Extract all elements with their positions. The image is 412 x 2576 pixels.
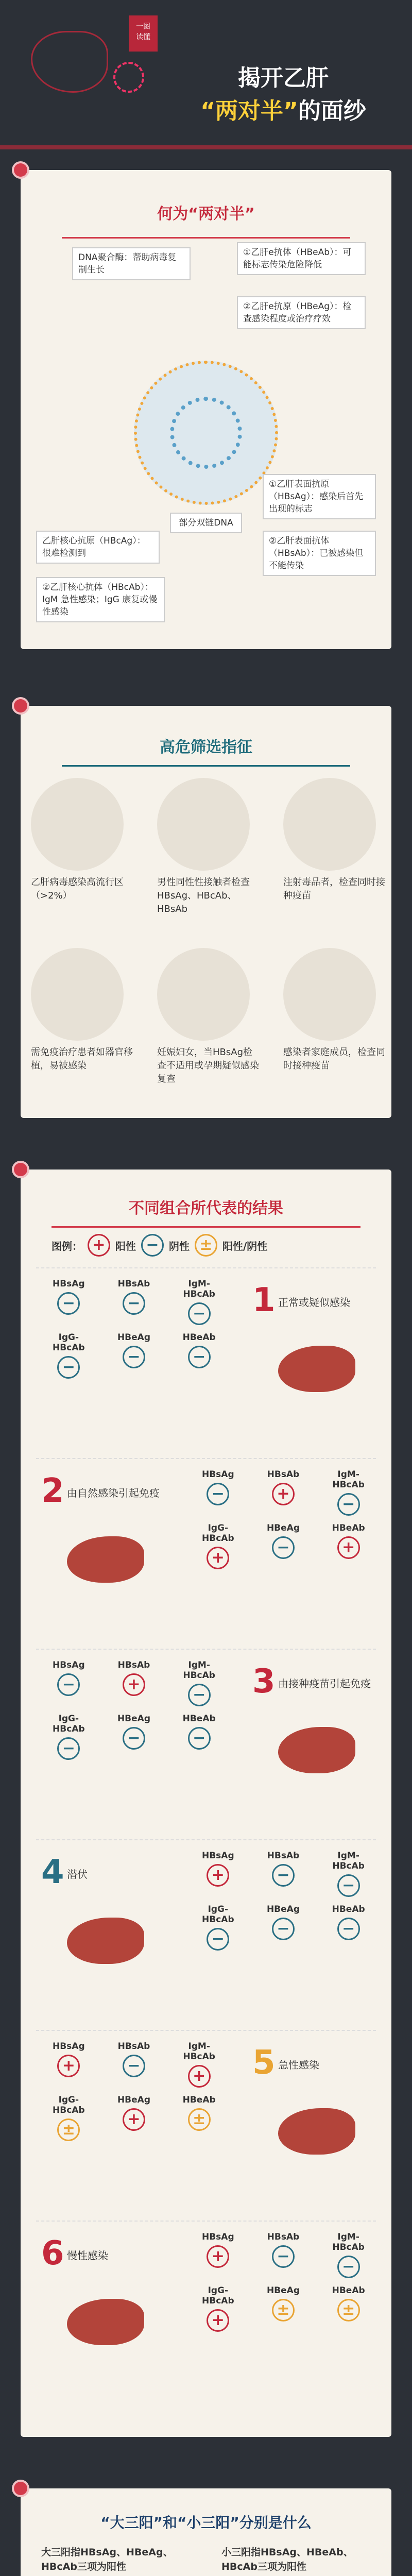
section3-title: 不同组合所代表的结果 xyxy=(129,1199,283,1217)
state-text: 正常或疑似感染 xyxy=(278,1296,350,1309)
positive-icon: + xyxy=(207,2309,229,2332)
dna-ring xyxy=(170,397,242,469)
negative-icon: − xyxy=(57,1292,80,1315)
state-number: 1 xyxy=(252,1281,276,1319)
marker-name: HBsAg xyxy=(202,2232,234,2242)
state-text: 由接种疫苗引起免疫 xyxy=(278,1677,371,1690)
state-number: 4 xyxy=(41,1853,64,1891)
negative-icon: − xyxy=(123,1292,145,1315)
marker-cell xyxy=(36,1279,101,1325)
state-row xyxy=(36,1839,376,2014)
marker-grid xyxy=(185,1851,381,1951)
marker-name: IgM-HBcAb xyxy=(332,1469,365,1490)
marker-cell xyxy=(316,1523,381,1569)
marker-cell xyxy=(166,2095,232,2141)
transplant-icon xyxy=(31,948,124,1041)
marker-name: HBeAb xyxy=(182,1714,216,1724)
marker-name: HBeAb xyxy=(332,1904,365,1914)
marker-cell xyxy=(316,1904,381,1951)
marker-cell xyxy=(185,2232,251,2278)
section1-title: 何为“两对半” xyxy=(157,205,255,223)
page-title xyxy=(165,59,402,125)
mixed-icon: ± xyxy=(195,1234,217,1257)
marker-name: HBeAb xyxy=(182,1332,216,1343)
risk-item: 男性同性性接触者检查HBsAg、HBcAb、HBsAb xyxy=(157,877,250,914)
marker-name: IgG-HBcAb xyxy=(202,2285,234,2306)
negative-icon: − xyxy=(123,1346,145,1368)
marker-name: HBsAb xyxy=(117,1660,150,1670)
virus-icon-header xyxy=(113,62,144,93)
marker-name: HBsAb xyxy=(267,2232,300,2242)
title-rest: 的面纱 xyxy=(298,98,366,124)
state-row xyxy=(36,1649,376,1824)
marker-cell xyxy=(166,1714,232,1760)
label-dna: 部分双链DNA xyxy=(170,513,242,533)
marker-name: HBsAb xyxy=(267,1469,300,1480)
marker-cell xyxy=(316,2285,381,2332)
legend-label: 图例： xyxy=(52,1240,82,1252)
negative-icon: − xyxy=(337,1874,360,1897)
marker-cell xyxy=(251,1523,316,1569)
virus-area-icon xyxy=(31,778,124,871)
gender-symbol-icon xyxy=(157,778,250,871)
liver-icon xyxy=(278,1346,355,1392)
marker-name: IgG-HBcAb xyxy=(202,1904,234,1925)
marker-name: HBsAb xyxy=(267,1851,300,1861)
positive-icon: + xyxy=(207,1547,229,1569)
marker-cell xyxy=(251,1851,316,1897)
marker-cell xyxy=(251,1469,316,1516)
negative-icon: − xyxy=(57,1737,80,1760)
small-three-title: 小三阳指HBsAg、HBeAb、HBcAb三项为阳性 xyxy=(221,2547,353,2572)
marker-grid xyxy=(185,1469,381,1569)
state-row xyxy=(36,1458,376,1633)
marker-name: HBsAg xyxy=(53,1660,85,1670)
pin-icon xyxy=(14,699,27,713)
state-number: 3 xyxy=(252,1663,276,1701)
marker-name: HBeAg xyxy=(117,2095,150,2105)
state-row xyxy=(36,2221,376,2396)
marker-name: IgG-HBcAb xyxy=(53,2095,85,2115)
marker-cell xyxy=(185,1904,251,1951)
state-number: 5 xyxy=(252,2044,276,2082)
liver-illustration xyxy=(31,31,108,93)
marker-cell xyxy=(166,2041,232,2088)
marker-name: IgG-HBcAb xyxy=(53,1714,85,1734)
legend-pos: 阳性 xyxy=(115,1240,136,1252)
marker-cell xyxy=(316,1469,381,1516)
negative-icon: − xyxy=(272,1918,295,1940)
marker-name: HBsAg xyxy=(53,1279,85,1289)
risk-item: 乙肝病毒感染高流行区（>2%） xyxy=(31,877,124,901)
negative-icon: − xyxy=(141,1234,164,1257)
pregnant-icon xyxy=(157,948,250,1041)
positive-icon: + xyxy=(207,2245,229,2268)
positive-icon: + xyxy=(123,1673,145,1696)
liver-icon xyxy=(278,2108,355,2155)
marker-cell xyxy=(185,1469,251,1516)
marker-cell xyxy=(36,1332,101,1379)
positive-icon: + xyxy=(123,2108,145,2131)
mixed-icon: ± xyxy=(188,2108,211,2131)
marker-cell xyxy=(36,1660,101,1706)
marker-cell xyxy=(101,1332,167,1379)
label-dna-polymerase: DNA聚合酶：帮助病毒复制生长 xyxy=(72,247,191,280)
marker-cell xyxy=(101,2095,167,2141)
positive-icon: + xyxy=(57,2055,80,2077)
section-what-is xyxy=(21,170,391,649)
positive-icon: + xyxy=(88,1234,110,1257)
liver-icon xyxy=(67,1918,144,1964)
marker-name: IgG-HBcAb xyxy=(202,1523,234,1544)
marker-name: HBeAg xyxy=(266,2285,300,2296)
marker-grid xyxy=(36,1279,232,1379)
marker-cell xyxy=(185,2285,251,2332)
liver-icon xyxy=(67,1536,144,1583)
mixed-icon: ± xyxy=(337,2299,360,2321)
liver-icon xyxy=(278,1727,355,1773)
marker-name: HBsAb xyxy=(117,1279,150,1289)
pin-icon xyxy=(14,163,27,177)
negative-icon: − xyxy=(188,1302,211,1325)
house-icon xyxy=(283,948,376,1041)
state-row xyxy=(36,2030,376,2205)
marker-cell xyxy=(166,1279,232,1325)
marker-cell xyxy=(101,2041,167,2088)
label-hbeag: ②乙肝e抗原（HBeAg）：检查感染程度或治疗疗效 xyxy=(237,296,366,329)
marker-cell xyxy=(185,1851,251,1897)
state-row xyxy=(36,1267,376,1443)
state-number: 2 xyxy=(41,1472,64,1510)
negative-icon: − xyxy=(272,2245,295,2268)
label-hbcab: ②乙肝核心抗体（HBcAb）：IgM 急性感染；IgG 康复或慢性感染 xyxy=(36,577,165,622)
negative-icon: − xyxy=(123,1727,145,1750)
legend-neg: 阴性 xyxy=(169,1240,190,1252)
label-hbeab: ①乙肝e抗体（HBeAb）：可能标志传染危险降低 xyxy=(237,242,366,275)
negative-icon: − xyxy=(188,1346,211,1368)
marker-cell xyxy=(185,1523,251,1569)
label-hbcag: 乙肝核心抗原（HBcAg）：很难检测到 xyxy=(36,531,160,564)
marker-grid xyxy=(185,2232,381,2332)
section-screening xyxy=(21,706,391,1118)
legend xyxy=(52,1234,267,1257)
marker-name: IgM-HBcAb xyxy=(183,2041,215,2062)
marker-name: HBeAg xyxy=(266,1523,300,1533)
negative-icon: − xyxy=(272,1536,295,1559)
header-board xyxy=(0,0,412,149)
stamp-text: 一图 读懂 xyxy=(136,23,150,41)
divider xyxy=(62,237,350,239)
marker-cell xyxy=(166,1660,232,1706)
pin-icon xyxy=(14,2482,27,2495)
state-text: 潜伏 xyxy=(67,1868,88,1880)
label-hbsab: ②乙肝表面抗体（HBsAb）：已被感染但不能传染 xyxy=(263,531,376,576)
big-three-title: 大三阳指HBsAg、HBeAg、HBcAb三项为阳性 xyxy=(41,2547,173,2572)
title-line2 xyxy=(165,92,402,125)
negative-icon: − xyxy=(207,1928,229,1951)
marker-name: HBsAg xyxy=(202,1851,234,1861)
marker-name: HBeAb xyxy=(332,2285,365,2296)
pin-icon xyxy=(14,1163,27,1176)
marker-name: HBsAg xyxy=(53,2041,85,2052)
negative-icon: − xyxy=(188,1727,211,1750)
marker-cell xyxy=(316,1851,381,1897)
marker-grid xyxy=(36,2041,232,2141)
risk-item: 妊娠妇女，当HBsAg检查不适用或孕期疑似感染复查 xyxy=(157,1047,259,1084)
marker-cell xyxy=(166,1332,232,1379)
divider xyxy=(62,765,350,767)
divider xyxy=(52,1226,360,1228)
section2-title: 高危筛选指征 xyxy=(160,738,252,756)
state-text: 急性感染 xyxy=(278,2059,319,2071)
negative-icon: − xyxy=(207,1483,229,1505)
marker-name: HBeAg xyxy=(117,1332,150,1343)
marker-cell xyxy=(36,2041,101,2088)
skull-syringe-icon xyxy=(283,778,376,871)
positive-icon: + xyxy=(207,1864,229,1887)
section-results xyxy=(21,1170,391,2437)
risk-item: 需免疫治疗患者如器官移植，易被感染 xyxy=(31,1047,133,1071)
negative-icon: − xyxy=(272,1864,295,1887)
state-text: 慢性感染 xyxy=(67,2249,108,2262)
negative-icon: − xyxy=(57,1356,80,1379)
marker-name: IgM-HBcAb xyxy=(183,1279,215,1299)
marker-cell xyxy=(251,1904,316,1951)
title-quote: “两对半” xyxy=(200,98,298,124)
risk-item: 感染者家庭成员，检查同时接种疫苗 xyxy=(283,1047,385,1071)
positive-icon: + xyxy=(272,1483,295,1505)
marker-name: HBeAb xyxy=(332,1523,365,1533)
marker-cell xyxy=(251,2232,316,2278)
label-hbsag: ①乙肝表面抗原（HBsAg）：感染后首先出现的标志 xyxy=(263,474,376,519)
marker-cell xyxy=(101,1714,167,1760)
marker-name: IgM-HBcAb xyxy=(183,1660,215,1681)
marker-name: IgM-HBcAb xyxy=(332,2232,365,2252)
negative-icon: − xyxy=(188,1684,211,1706)
negative-icon: − xyxy=(57,1673,80,1696)
mixed-icon: ± xyxy=(272,2299,295,2321)
marker-cell xyxy=(101,1279,167,1325)
legend-mix: 阳性/阴性 xyxy=(222,1240,268,1252)
marker-name: HBsAb xyxy=(117,2041,150,2052)
title-line1: 揭开乙肝 xyxy=(238,65,329,91)
marker-cell xyxy=(36,2095,101,2141)
marker-name: IgG-HBcAb xyxy=(53,1332,85,1353)
marker-cell xyxy=(101,1660,167,1706)
stamp-badge xyxy=(129,15,158,52)
marker-cell xyxy=(316,2232,381,2278)
marker-cell xyxy=(36,1714,101,1760)
marker-name: HBeAb xyxy=(182,2095,216,2105)
negative-icon: − xyxy=(123,2055,145,2077)
marker-cell xyxy=(251,2285,316,2332)
state-number: 6 xyxy=(41,2234,64,2273)
negative-icon: − xyxy=(337,1918,360,1940)
state-text: 由自然感染引起免疫 xyxy=(67,1487,160,1499)
marker-grid xyxy=(36,1660,232,1760)
liver-icon xyxy=(67,2299,144,2345)
risk-item: 注射毒品者，检查同时接种疫苗 xyxy=(283,877,385,901)
negative-icon: − xyxy=(337,1493,360,1516)
positive-icon: + xyxy=(337,1536,360,1559)
section4-title: “大三阳”和“小三阳”分别是什么 xyxy=(100,2514,312,2531)
positive-icon: + xyxy=(188,2065,211,2088)
section-big-small xyxy=(21,2488,391,2576)
marker-name: HBeAg xyxy=(266,1904,300,1914)
negative-icon: − xyxy=(337,2256,360,2278)
marker-name: HBeAg xyxy=(117,1714,150,1724)
mixed-icon: ± xyxy=(57,2119,80,2141)
marker-name: HBsAg xyxy=(202,1469,234,1480)
marker-name: IgM-HBcAb xyxy=(332,1851,365,1871)
